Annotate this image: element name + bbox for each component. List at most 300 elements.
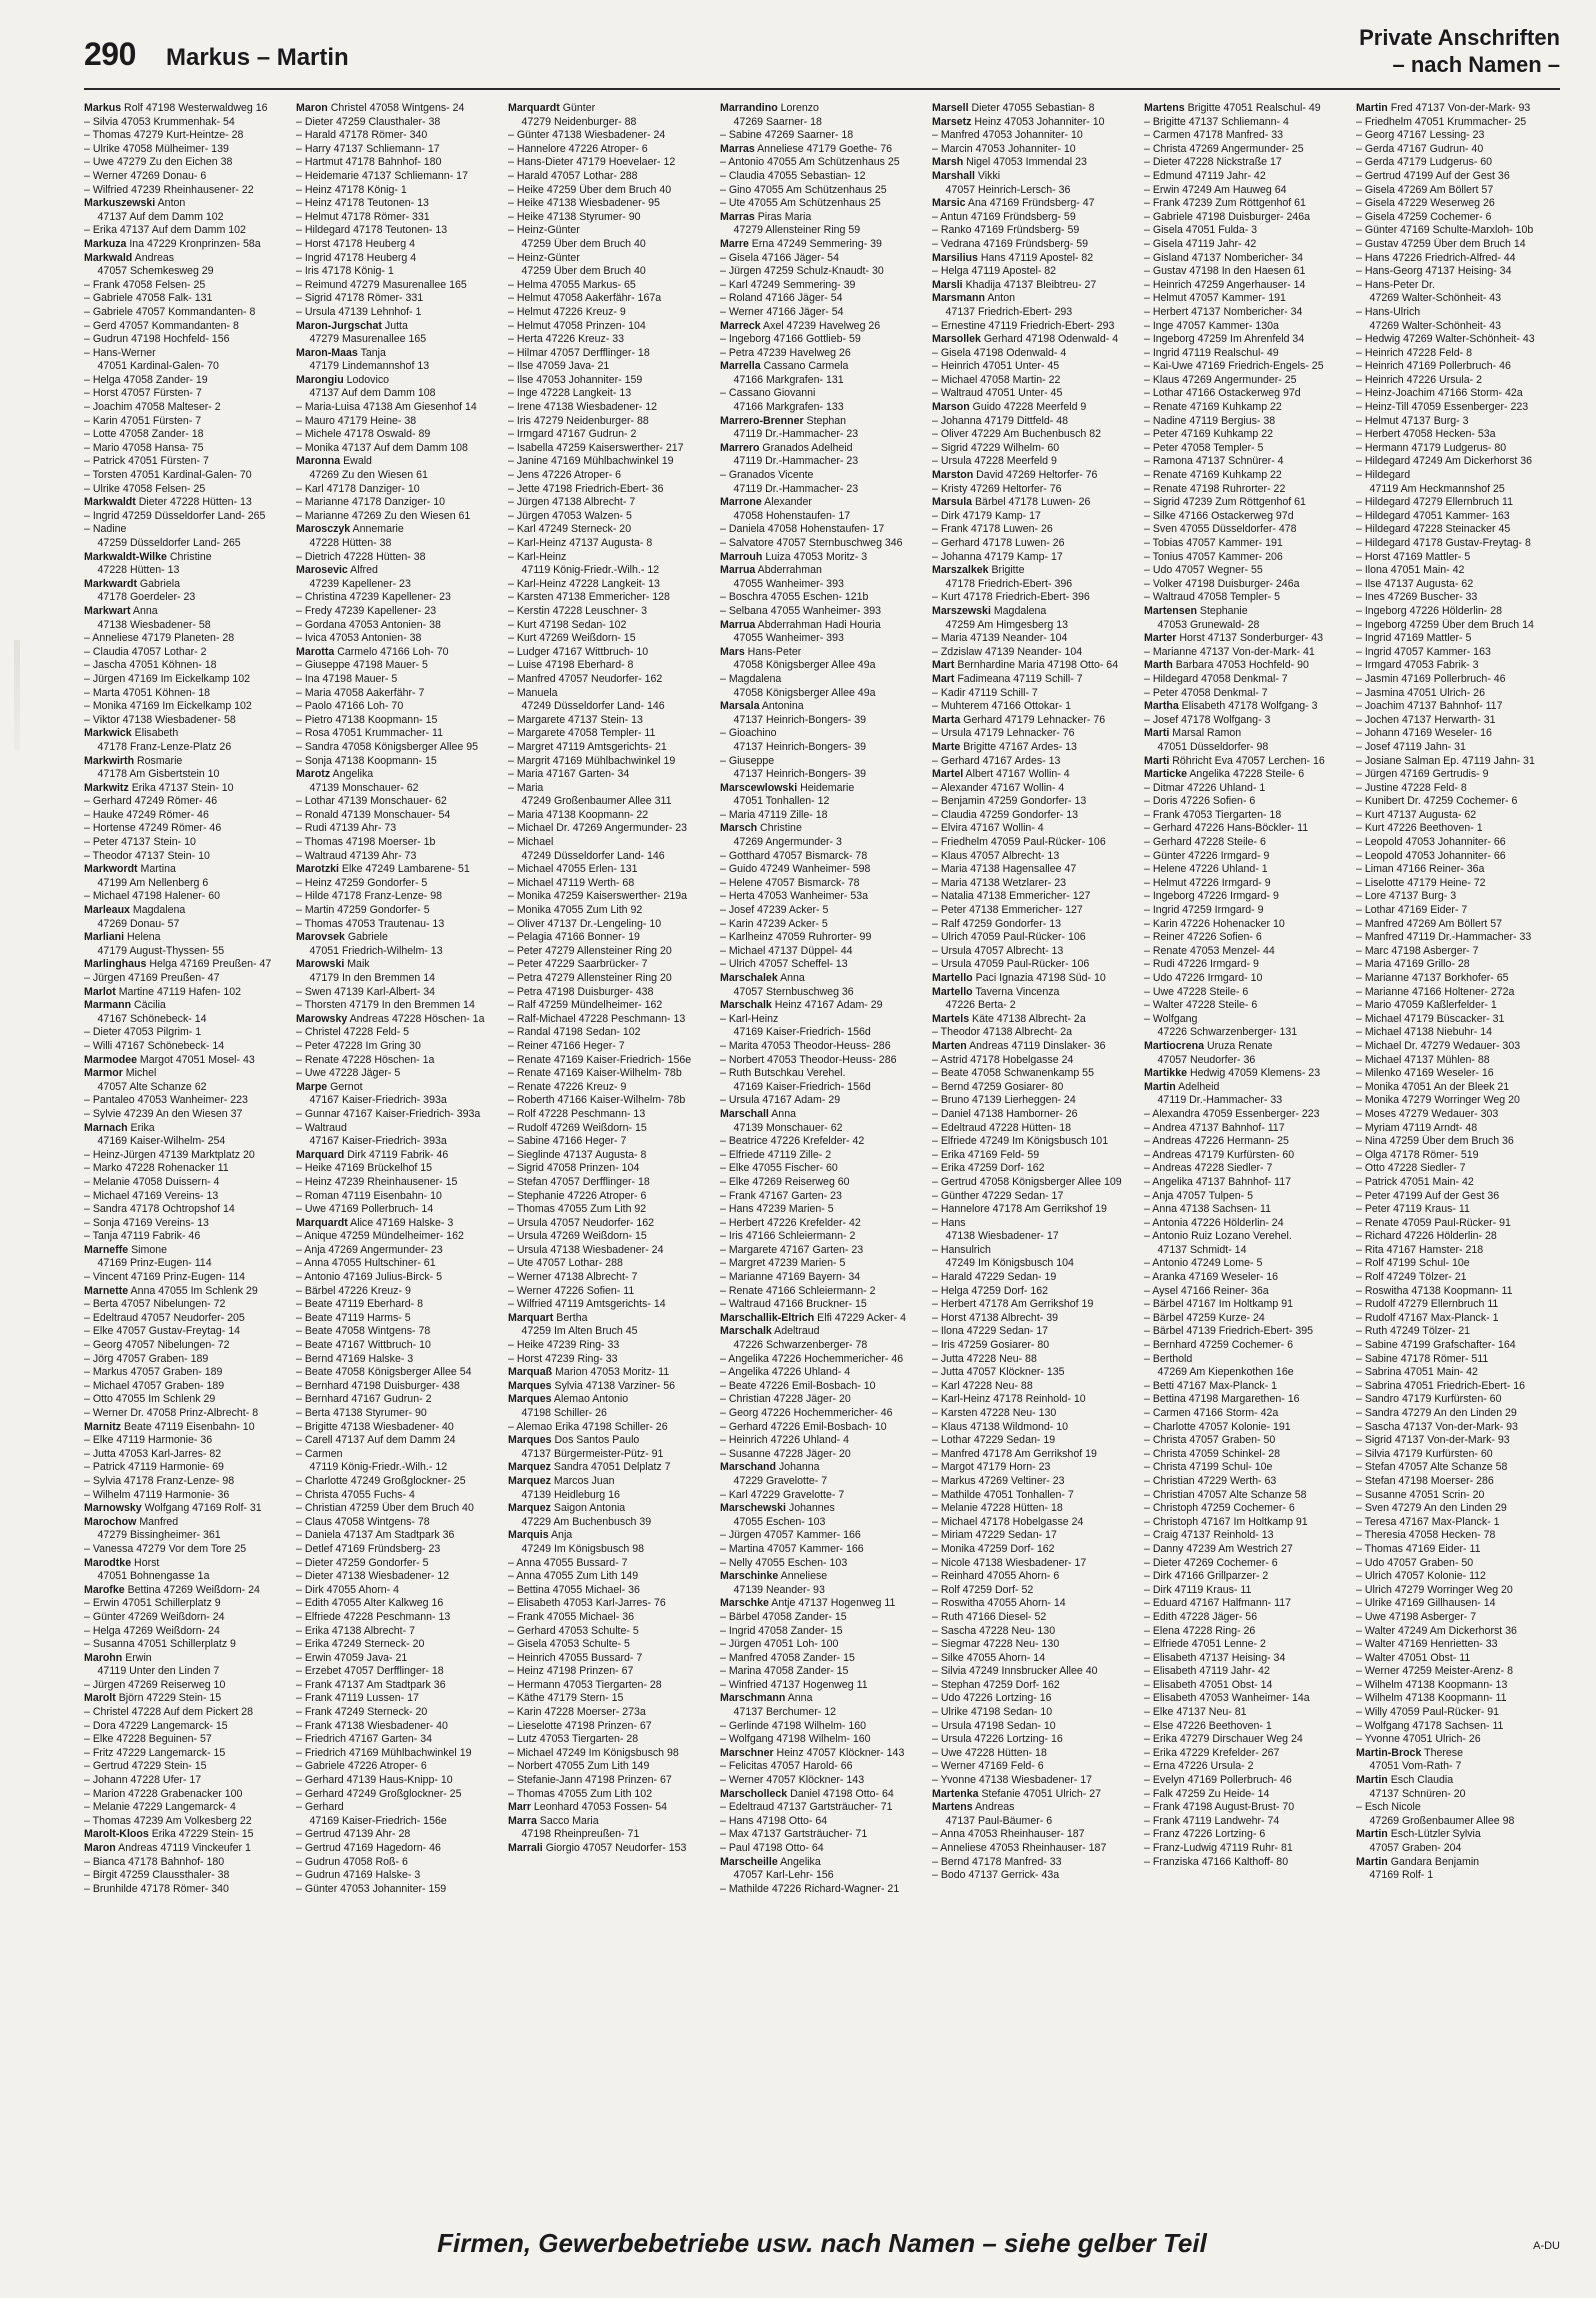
directory-entry: 47057 Schemkesweg 29 bbox=[84, 265, 214, 278]
directory-entry: – Ernestine 47119 Friedrich-Ebert- 293 bbox=[932, 319, 1115, 332]
directory-entry: 47249 Im Königsbusch 98 bbox=[508, 1542, 645, 1555]
directory-entry: – Dirk 47055 Ahorn- 4 bbox=[296, 1583, 400, 1596]
directory-entry: – Hans 47198 Otto- 64 bbox=[720, 1814, 828, 1827]
directory-entry: – Erna 47226 Ursula- 2 bbox=[1144, 1760, 1254, 1773]
directory-entry: Markuza Ina 47229 Kronprinzen- 58a bbox=[84, 237, 261, 250]
directory-entry: – Michael 47137 Düppel- 44 bbox=[720, 944, 853, 957]
directory-entry: Marques Sylvia 47138 Varziner- 56 bbox=[508, 1379, 676, 1392]
directory-entry: – Edith 47055 Alter Kalkweg 16 bbox=[296, 1597, 444, 1610]
directory-entry: Marowski Maik bbox=[296, 958, 370, 971]
directory-entry: – Günter 47138 Wiesbadener- 24 bbox=[508, 129, 666, 142]
directory-entry: – Christian 47229 Werth- 63 bbox=[1144, 1474, 1277, 1487]
directory-entry: 47279 Allensteiner Ring 59 bbox=[720, 224, 861, 237]
directory-entry: – Selbana 47055 Wanheimer- 393 bbox=[720, 604, 881, 617]
directory-entry: – Tanja 47119 Fabrik- 46 bbox=[84, 1230, 201, 1243]
directory-entry: 47051 Vom-Rath- 7 bbox=[1356, 1760, 1462, 1773]
directory-entry: – Winfried 47137 Hogenweg 11 bbox=[720, 1678, 868, 1691]
directory-entry: Marschewski Johannes bbox=[720, 1502, 835, 1515]
directory-entry: – Lotte 47058 Zander- 18 bbox=[84, 428, 204, 441]
directory-entry: – Ingrid 47119 Realschul- 49 bbox=[1144, 346, 1279, 359]
directory-entry: – Käthe 47179 Stern- 15 bbox=[508, 1692, 624, 1705]
directory-entry: – Walter 47228 Steile- 6 bbox=[1144, 999, 1258, 1012]
directory-entry: – Mauro 47179 Heine- 38 bbox=[296, 414, 417, 427]
directory-entry: – Sonja 47169 Vereins- 13 bbox=[84, 1216, 209, 1229]
directory-entry: Markwart Anna bbox=[84, 604, 158, 617]
directory-entry: – Rudi 47139 Ahr- 73 bbox=[296, 822, 397, 835]
page-header bbox=[84, 24, 1560, 84]
directory-entry: Marschke Antje 47137 Hogenweg 11 bbox=[720, 1597, 896, 1610]
directory-entry: – Sigrid 47058 Prinzen- 104 bbox=[508, 1162, 640, 1175]
directory-entry: – Petra 47239 Havelweg 26 bbox=[720, 346, 851, 359]
directory-entry: – Sigrid 47137 Von-der-Mark- 93 bbox=[1356, 1434, 1510, 1447]
directory-entry: – Jasmin 47169 Pollerbruch- 46 bbox=[1356, 672, 1506, 685]
directory-entry: – Leopold 47053 Johanniter- 66 bbox=[1356, 849, 1506, 862]
directory-entry: – Werner 47166 Jäger- 54 bbox=[720, 305, 844, 318]
directory-entry: – Oliver 47137 Dr.-Lengeling- 10 bbox=[508, 917, 662, 930]
directory-entry: – Jürgen 47169 Im Eickelkamp 102 bbox=[84, 672, 251, 685]
directory-entry: Marquez Sandra 47051 Delplatz 7 bbox=[508, 1461, 671, 1474]
section-title bbox=[1359, 24, 1560, 78]
directory-entry: – Olga 47178 Römer- 519 bbox=[1356, 1148, 1479, 1161]
directory-entry: – Waltraud 47051 Unter- 45 bbox=[932, 387, 1063, 400]
directory-entry: – Ulrich 47057 Scheffel- 13 bbox=[720, 958, 848, 971]
directory-entry: – Ursula 47059 Paul-Rücker- 106 bbox=[932, 958, 1090, 971]
directory-entry: – Lutz 47053 Tiergarten- 28 bbox=[508, 1733, 639, 1746]
directory-entry: – Manfred 47269 Am Böllert 57 bbox=[1356, 917, 1503, 930]
directory-entry: – Claudia 47057 Lothar- 2 bbox=[84, 645, 207, 658]
directory-entry: – Renate 47169 Kuhkamp 22 bbox=[1144, 469, 1282, 482]
directory-entry: – Ingrid 47259 Düsseldorfer Land- 265 bbox=[84, 509, 266, 522]
directory-entry: Marschner Heinz 47057 Klöckner- 143 bbox=[720, 1746, 905, 1759]
directory-entry: – Frank 47053 Tiergarten- 18 bbox=[1144, 808, 1282, 821]
directory-entry: Markwordt Martina bbox=[84, 863, 176, 876]
directory-entry: Marta Gerhard 47179 Lehnacker- 76 bbox=[932, 713, 1106, 726]
directory-entry: – Craig 47137 Reinhold- 13 bbox=[1144, 1529, 1274, 1542]
directory-entry: – Michael 47249 Im Königsbusch 98 bbox=[508, 1746, 679, 1759]
directory-entry: – Marianne 47137 Von-der-Mark- 41 bbox=[1144, 645, 1315, 658]
directory-entry: 47259 Über dem Bruch 40 bbox=[508, 237, 646, 250]
directory-entry: – Bärbel 47167 Im Holtkamp 91 bbox=[1144, 1298, 1293, 1311]
directory-column-7 bbox=[1356, 102, 1560, 2194]
directory-entry: – Uwe 47279 Zu den Eichen 38 bbox=[84, 156, 233, 169]
directory-entry: – Heinrich 47228 Feld- 8 bbox=[1356, 346, 1473, 359]
directory-entry: – Norbert 47053 Theodor-Heuss- 286 bbox=[720, 1053, 897, 1066]
directory-entry: 47058 Königsberger Allee 49a bbox=[720, 686, 876, 699]
directory-entry: 47279 Masurenallee 165 bbox=[296, 333, 427, 346]
directory-entry: – Sylvia 47178 Franz-Lenze- 98 bbox=[84, 1474, 235, 1487]
directory-entry: – Mario 47058 Hansa- 75 bbox=[84, 441, 204, 454]
directory-entry: – Gotthard 47057 Bismarck- 78 bbox=[720, 849, 868, 862]
directory-entry: 47053 Grunewald- 28 bbox=[1144, 618, 1260, 631]
directory-entry: – Elvira 47167 Wollin- 4 bbox=[932, 822, 1044, 835]
directory-entry: – Helma 47055 Markus- 65 bbox=[508, 278, 636, 291]
directory-entry: – Kurt 47137 Augusta- 62 bbox=[1356, 808, 1477, 821]
directory-entry: – Renate 47053 Menzel- 44 bbox=[1144, 944, 1275, 957]
directory-entry: – Ulrike 47058 Mülheimer- 139 bbox=[84, 142, 229, 155]
directory-entry: – Tonius 47057 Kammer- 206 bbox=[1144, 550, 1283, 563]
directory-entry: – Kurt 47198 Sedan- 102 bbox=[508, 618, 627, 631]
directory-entry: – Uwe 47169 Pollerbruch- 14 bbox=[296, 1203, 434, 1216]
directory-entry: – Sandra 47279 An den Linden 29 bbox=[1356, 1407, 1517, 1419]
directory-entry: – Johann 47228 Ufer- 17 bbox=[84, 1774, 202, 1787]
directory-entry: – Rolf 47249 Tölzer- 21 bbox=[1356, 1271, 1467, 1284]
directory-entry: Marreck Axel 47239 Havelweg 26 bbox=[720, 319, 881, 332]
directory-entry: – Ulrich 47059 Paul-Rücker- 106 bbox=[932, 931, 1086, 944]
directory-entry: – Gerhard 47226 Emil-Bosbach- 10 bbox=[720, 1420, 887, 1433]
directory-entry: – Elisabeth 47053 Karl-Jarres- 76 bbox=[508, 1597, 666, 1610]
directory-entry: – Claus 47058 Wintgens- 78 bbox=[296, 1515, 430, 1528]
directory-entry: Marschmann Anna bbox=[720, 1692, 813, 1705]
directory-entry: – Herta 47053 Wanheimer- 53a bbox=[720, 890, 869, 903]
directory-entry: – Gisela 47269 Am Böllert 57 bbox=[1356, 183, 1494, 196]
directory-entry: – Paolo 47166 Loh- 70 bbox=[296, 700, 404, 713]
directory-entry: – Manfred 47058 Zander- 15 bbox=[720, 1651, 855, 1664]
directory-entry: – Thomas 47053 Trautenau- 13 bbox=[296, 917, 445, 930]
directory-entry: – Sandra 47178 Ochtropshof 14 bbox=[84, 1203, 235, 1216]
directory-entry: – Ute 47055 Am Schützenhaus 25 bbox=[720, 197, 881, 210]
directory-entry: 47249 Im Königsbusch 104 bbox=[932, 1257, 1074, 1270]
directory-entry: Marschalk Adeltraud bbox=[720, 1325, 820, 1338]
directory-entry: 47137 Heinrich-Bongers- 39 bbox=[720, 740, 867, 753]
directory-entry: – Manfred 47119 Dr.-Hammacher- 33 bbox=[1356, 931, 1532, 944]
directory-entry: 47169 Kaiser-Friedrich- 156d bbox=[720, 1080, 871, 1093]
directory-entry: 47269 Angermunder- 3 bbox=[720, 836, 842, 849]
directory-entry: – Silke 47166 Ostackerweg 97d bbox=[1144, 509, 1294, 522]
directory-entry: 47051 Düsseldorfer- 98 bbox=[1144, 740, 1269, 753]
directory-entry: 47249 Düsseldorfer Land- 146 bbox=[508, 700, 665, 713]
directory-entry: Marras Anneliese 47179 Goethe- 76 bbox=[720, 142, 892, 155]
directory-entry: Marotta Carmelo 47166 Loh- 70 bbox=[296, 645, 449, 658]
directory-entry: – Ursula 47228 Meerfeld 9 bbox=[932, 455, 1057, 468]
directory-entry: – Fredy 47239 Kapellener- 23 bbox=[296, 604, 437, 617]
directory-entry: – Gabriele 47057 Kommandanten- 8 bbox=[84, 305, 256, 318]
directory-entry: Marquardt Günter bbox=[508, 102, 596, 114]
directory-entry: 47051 Bohnengasse 1a bbox=[84, 1570, 210, 1583]
directory-entry: – Claudia 47259 Gondorfer- 13 bbox=[932, 808, 1079, 821]
directory-entry: – Gertrud 47058 Königsberger Allee 109 bbox=[932, 1175, 1122, 1188]
directory-columns bbox=[84, 102, 1560, 2194]
directory-entry: 47198 Rheinpreußen- 71 bbox=[508, 1828, 640, 1841]
directory-entry: – Franziska 47166 Kalthoff- 80 bbox=[1144, 1855, 1289, 1868]
directory-entry: – Andreas 47228 Siedler- 7 bbox=[1144, 1162, 1273, 1175]
directory-entry: – Elke 47228 Beguinen- 57 bbox=[84, 1733, 212, 1746]
directory-entry: – Marianne 47169 Bayern- 34 bbox=[720, 1271, 861, 1284]
directory-entry: – Hortense 47249 Römer- 46 bbox=[84, 822, 222, 835]
directory-entry: – Helmut 47226 Kreuz- 9 bbox=[508, 305, 626, 318]
directory-entry: Marra Sacco Maria bbox=[508, 1814, 599, 1827]
directory-entry: – Anja 47057 Tulpen- 5 bbox=[1144, 1189, 1253, 1202]
directory-column-3 bbox=[508, 102, 712, 2194]
directory-entry: – Ursula 47269 Weißdorn- 15 bbox=[508, 1230, 647, 1243]
directory-entry: – Erwin 47059 Java- 21 bbox=[296, 1651, 408, 1664]
directory-entry: 47139 Neander- 93 bbox=[720, 1583, 825, 1596]
directory-entry: – Melanie 47058 Duissern- 4 bbox=[84, 1175, 220, 1188]
directory-entry: – Michael 47178 Hobelgasse 24 bbox=[932, 1515, 1084, 1528]
directory-entry: Martens Brigitte 47051 Realschul- 49 bbox=[1144, 102, 1321, 114]
directory-entry: – Edeltraud 47137 Gartsträucher- 71 bbox=[720, 1801, 893, 1814]
directory-entry: – Bodo 47137 Gerrick- 43a bbox=[932, 1869, 1060, 1882]
directory-entry: – Lothar 47229 Sedan- 19 bbox=[932, 1434, 1056, 1447]
directory-entry: – Harald 47178 Römer- 340 bbox=[296, 129, 428, 142]
directory-entry: – Jürgen 47269 Reiserweg 10 bbox=[84, 1678, 226, 1691]
directory-entry: – Hermann 47053 Tiergarten- 28 bbox=[508, 1678, 662, 1691]
directory-entry: – Beate 47058 Königsberger Allee 54 bbox=[296, 1366, 472, 1379]
directory-entry: – Moses 47279 Wedauer- 303 bbox=[1356, 1107, 1499, 1120]
directory-entry: – Werner 47226 Sofien- 11 bbox=[508, 1284, 635, 1297]
directory-entry: Marmann Cäcilia bbox=[84, 999, 166, 1012]
directory-entry: – Rosa 47051 Krummacher- 11 bbox=[296, 727, 444, 740]
directory-entry: – Eduard 47167 Halfmann- 117 bbox=[1144, 1597, 1292, 1610]
directory-entry: Marsmann Anton bbox=[932, 292, 1016, 305]
footer-code: A-DU bbox=[1533, 2240, 1560, 2252]
directory-entry: Martiocrena Uruza Renate bbox=[1144, 1039, 1273, 1052]
directory-entry: 47138 Wiesbadener- 17 bbox=[932, 1230, 1059, 1243]
directory-entry: – Ramona 47137 Schnürer- 4 bbox=[1144, 455, 1284, 468]
directory-entry: – Yvonne 47051 Ulrich- 26 bbox=[1356, 1733, 1481, 1746]
directory-entry: – Christa 47269 Angermunder- 25 bbox=[1144, 142, 1304, 155]
directory-entry: – Manfred 47178 Am Gerrikshof 19 bbox=[932, 1447, 1097, 1460]
directory-entry: – Wilfried 47239 Rheinhausener- 22 bbox=[84, 183, 254, 196]
directory-entry: – Anique 47259 Mündelheimer- 162 bbox=[296, 1230, 464, 1243]
directory-entry: – Zdzislaw 47139 Neander- 104 bbox=[932, 645, 1083, 658]
directory-entry: – Werner Dr. 47058 Prinz-Albrecht- 8 bbox=[84, 1407, 259, 1419]
directory-entry: – Rudolf 47167 Max-Planck- 1 bbox=[1356, 1311, 1499, 1324]
directory-entry: 47137 Bürgermeister-Pütz- 91 bbox=[508, 1447, 664, 1460]
directory-entry: 47229 Am Buchenbusch 39 bbox=[508, 1515, 652, 1528]
directory-entry: – Klaus 47269 Angermunder- 25 bbox=[1144, 373, 1297, 386]
directory-entry: – Günter 47269 Weißdorn- 24 bbox=[84, 1610, 225, 1623]
directory-entry: – Ines 47269 Buscher- 33 bbox=[1356, 591, 1478, 604]
directory-entry: 47229 Gravelotte- 7 bbox=[720, 1474, 828, 1487]
directory-entry: Martenka Stefanie 47051 Ulrich- 27 bbox=[932, 1787, 1102, 1800]
directory-entry: – Georg 47167 Lessing- 23 bbox=[1356, 129, 1485, 142]
directory-entry: – Oliver 47229 Am Buchenbusch 82 bbox=[932, 428, 1102, 441]
directory-entry: – Patrick 47119 Harmonie- 69 bbox=[84, 1461, 224, 1474]
directory-entry: 47137 Heinrich-Bongers- 39 bbox=[720, 768, 867, 781]
directory-entry: 47137 Auf dem Damm 102 bbox=[84, 210, 224, 223]
directory-entry: – Heinrich 47169 Pollerbruch- 46 bbox=[1356, 360, 1511, 373]
directory-entry: – Bernd 47178 Manfred- 33 bbox=[932, 1855, 1062, 1868]
directory-entry: – Uwe 47228 Hütten- 18 bbox=[932, 1746, 1047, 1759]
directory-entry: – Paul 47198 Otto- 64 bbox=[720, 1842, 824, 1854]
directory-entry: – Claudia 47055 Sebastian- 12 bbox=[720, 169, 866, 182]
directory-entry: Marston David 47269 Heltorfer- 76 bbox=[932, 469, 1098, 482]
directory-entry: – Bernhard 47198 Duisburger- 438 bbox=[296, 1379, 460, 1392]
directory-entry: – Elfriede 47249 Im Königsbusch 101 bbox=[932, 1135, 1109, 1148]
directory-entry: – Franz 47226 Lortzing- 6 bbox=[1144, 1828, 1266, 1841]
directory-entry: – Heinz-Günter bbox=[508, 224, 580, 237]
directory-entry: – Friedrich 47167 Garten- 34 bbox=[296, 1733, 433, 1746]
directory-entry: – Nina 47259 Über dem Bruch 36 bbox=[1356, 1135, 1514, 1148]
directory-entry: – Margot 47179 Horn- 23 bbox=[932, 1461, 1051, 1474]
directory-entry: – Reiner 47226 Sofien- 6 bbox=[1144, 931, 1262, 944]
directory-entry: – Gerlinde 47198 Wilhelm- 160 bbox=[720, 1719, 867, 1732]
directory-entry: – Karlheinz 47059 Ruhrorter- 99 bbox=[720, 931, 872, 944]
directory-entry: Marth Barbara 47053 Hochfeld- 90 bbox=[1144, 659, 1309, 672]
directory-entry: – Sabrina 47051 Main- 42 bbox=[1356, 1366, 1478, 1379]
directory-entry: – Wilhelm 47119 Harmonie- 36 bbox=[84, 1488, 230, 1501]
directory-entry: 47169 Rolf- 1 bbox=[1356, 1869, 1434, 1882]
directory-entry: – Salvatore 47057 Sternbuschweg 346 bbox=[720, 537, 903, 549]
directory-entry: – Ralf 47259 Gondorfer- 13 bbox=[932, 917, 1061, 930]
directory-entry: – Brigitte 47138 Wiesbadener- 40 bbox=[296, 1420, 454, 1433]
directory-entry: – Jürgen 47169 Preußen- 47 bbox=[84, 972, 220, 984]
directory-entry: – Waltraud 47139 Ahr- 73 bbox=[296, 849, 417, 862]
directory-entry: – Brunhilde 47178 Römer- 340 bbox=[84, 1882, 229, 1895]
directory-entry: – Nadine 47119 Bergius- 38 bbox=[1144, 414, 1276, 427]
directory-entry: – Thomas 47055 Zum Lith 92 bbox=[508, 1203, 647, 1216]
directory-entry: – Miriam 47229 Sedan- 17 bbox=[932, 1529, 1057, 1542]
directory-entry: Marszewski Magdalena bbox=[932, 604, 1047, 617]
directory-entry: – Nadine bbox=[84, 523, 127, 536]
directory-entry: – Jochen 47137 Herwarth- 31 bbox=[1356, 713, 1496, 726]
directory-entry: – Hildegard bbox=[1356, 469, 1411, 482]
directory-entry: – Christa 47057 Graben- 50 bbox=[1144, 1434, 1276, 1447]
directory-entry: – Hildegard 47279 Ellernbruch 11 bbox=[1356, 496, 1514, 509]
directory-entry: – Horst 47178 Heuberg 4 bbox=[296, 237, 415, 250]
directory-entry: Mart Bernhardine Maria 47198 Otto- 64 bbox=[932, 659, 1119, 672]
directory-entry: – Gustav 47259 Über dem Bruch 14 bbox=[1356, 237, 1526, 250]
directory-entry: – Lothar 47166 Ostackerweg 97d bbox=[1144, 387, 1301, 400]
page-number: 290 bbox=[84, 36, 136, 72]
directory-entry: – Ulrich 47279 Worringer Weg 20 bbox=[1356, 1583, 1513, 1596]
directory-entry: – Peter 47119 Kraus- 11 bbox=[1356, 1203, 1470, 1216]
directory-entry: – Maria 47119 Zille- 18 bbox=[720, 808, 828, 821]
directory-entry: 47259 Düsseldorfer Land- 265 bbox=[84, 537, 241, 549]
directory-entry: – Magdalena bbox=[720, 672, 782, 685]
directory-entry: – Gisela 47259 Cochemer- 6 bbox=[1356, 210, 1492, 223]
directory-entry: 47137 Heinrich-Bongers- 39 bbox=[720, 713, 867, 726]
directory-entry: – Heinz-Till 47059 Essenberger- 223 bbox=[1356, 401, 1529, 414]
directory-entry: – Iris 47279 Neidenburger- 88 bbox=[508, 414, 649, 427]
directory-entry: – Hannelore 47178 Am Gerrikshof 19 bbox=[932, 1203, 1107, 1216]
directory-entry: – Hartmut 47178 Bahnhof- 180 bbox=[296, 156, 442, 169]
directory-entry: – Ingeborg 47166 Gottlieb- 59 bbox=[720, 333, 861, 346]
directory-entry: Maron-Jurgschat Jutta bbox=[296, 319, 408, 332]
directory-entry: – Andreas 47226 Hermann- 25 bbox=[1144, 1135, 1289, 1148]
directory-entry: – Pietro 47138 Koopmann- 15 bbox=[296, 713, 438, 726]
directory-entry: – Werner 47269 Donau- 6 bbox=[84, 169, 207, 182]
directory-entry: – Beate 47167 Wittbruch- 10 bbox=[296, 1339, 431, 1352]
directory-entry: – Karl 47228 Neu- 88 bbox=[932, 1379, 1033, 1392]
directory-entry: – Christa 47059 Schinkel- 28 bbox=[1144, 1447, 1281, 1460]
directory-entry: Marrella Cassano Carmela bbox=[720, 360, 849, 373]
directory-entry: – Helga 47058 Zander- 19 bbox=[84, 373, 208, 386]
directory-entry: – Jürgen 47169 Gertrudis- 9 bbox=[1356, 768, 1489, 781]
directory-entry: – Dora 47229 Langemarck- 15 bbox=[84, 1719, 228, 1732]
directory-entry: 47137 Paul-Bäumer- 6 bbox=[932, 1814, 1053, 1827]
directory-entry: – Yvonne 47138 Wiesbadener- 17 bbox=[932, 1774, 1093, 1787]
directory-entry: – Gerhard 47178 Luwen- 26 bbox=[932, 537, 1065, 549]
directory-entry: – Rudolf 47279 Ellernbruch 11 bbox=[1356, 1298, 1499, 1311]
directory-entry: Mart Fadimeana 47119 Schill- 7 bbox=[932, 672, 1083, 685]
directory-entry: – Dieter 47269 Cochemer- 6 bbox=[1144, 1556, 1278, 1569]
directory-entry: – Kristy 47269 Heltorfer- 76 bbox=[932, 482, 1062, 495]
directory-entry: – Hannelore 47226 Atroper- 6 bbox=[508, 142, 648, 155]
directory-entry: – Horst 47138 Albrecht- 39 bbox=[932, 1311, 1059, 1324]
directory-entry: – Herbert 47226 Krefelder- 42 bbox=[720, 1216, 861, 1229]
directory-entry: – Pantaleo 47053 Wanheimer- 223 bbox=[84, 1094, 248, 1107]
directory-entry: – Josef 47239 Acker- 5 bbox=[720, 904, 829, 917]
directory-entry: – Edeltraud 47228 Hütten- 18 bbox=[932, 1121, 1071, 1134]
directory-entry: – Leopold 47053 Johanniter- 66 bbox=[1356, 836, 1506, 849]
directory-entry: – Heinz-Günter bbox=[508, 251, 580, 264]
directory-entry: – Anna 47055 Zum Lith 149 bbox=[508, 1570, 639, 1583]
directory-entry: – Erika 47169 Feld- 59 bbox=[932, 1148, 1040, 1161]
directory-entry: Marscholleck Daniel 47198 Otto- 64 bbox=[720, 1787, 894, 1800]
directory-entry: – Gudrun 47169 Halske- 3 bbox=[296, 1869, 421, 1882]
directory-entry: – Boschra 47055 Eschen- 121b bbox=[720, 591, 869, 604]
directory-entry: – Erika 47259 Dorf- 162 bbox=[932, 1162, 1045, 1175]
directory-entry: – Helmut 47137 Burg- 3 bbox=[1356, 414, 1469, 427]
directory-entry: Marrandino Lorenzo bbox=[720, 102, 819, 114]
directory-entry: – Heike 47259 Über dem Bruch 40 bbox=[508, 183, 672, 196]
directory-entry: – Hans-Peter Dr. bbox=[1356, 278, 1435, 291]
directory-entry: – Horst 47057 Fürsten- 7 bbox=[84, 387, 202, 400]
directory-entry: – Karl-Heinz bbox=[508, 550, 567, 563]
directory-entry: – Frank 47137 Am Stadtpark 36 bbox=[296, 1678, 446, 1691]
directory-entry: – Maria bbox=[508, 781, 544, 794]
directory-entry: – Josiane Salman Ep. 47119 Jahn- 31 bbox=[1356, 754, 1535, 767]
directory-entry: – Gerhard 47139 Haus-Knipp- 10 bbox=[296, 1774, 453, 1787]
directory-entry: – Peter 47058 Denkmal- 7 bbox=[1144, 686, 1268, 699]
directory-entry: – Peter 47169 Kuhkamp 22 bbox=[1144, 428, 1273, 441]
directory-entry: – Werner 47259 Meister-Arenz- 8 bbox=[1356, 1665, 1514, 1678]
directory-entry: Marquez Saigon Antonia bbox=[508, 1502, 626, 1515]
directory-entry: – Georg 47226 Hochemmericher- 46 bbox=[720, 1407, 893, 1419]
directory-entry: 47138 Wiesbadener- 58 bbox=[84, 618, 211, 631]
directory-entry: Markwaldt-Wilke Christine bbox=[84, 550, 212, 563]
directory-entry: – Jascha 47051 Köhnen- 18 bbox=[84, 659, 217, 672]
directory-entry: – Michael 47057 Graben- 189 bbox=[84, 1379, 225, 1392]
directory-entry: – Monika 47169 Im Eickelkamp 102 bbox=[84, 700, 252, 713]
directory-entry: 47137 Auf dem Damm 108 bbox=[296, 387, 436, 400]
directory-entry: – Heinz-Joachim 47166 Storm- 42a bbox=[1356, 387, 1523, 400]
directory-entry: Markwardt Gabriela bbox=[84, 577, 180, 590]
directory-entry: Martikke Hedwig 47059 Klemens- 23 bbox=[1144, 1067, 1321, 1080]
directory-entry: 47119 Am Heckmannshof 25 bbox=[1356, 482, 1505, 495]
directory-entry: – Karsten 47138 Emmericher- 128 bbox=[508, 591, 670, 604]
directory-entry: – Werner 47138 Albrecht- 7 bbox=[508, 1271, 638, 1284]
directory-entry: – Irene 47138 Wiesbadener- 12 bbox=[508, 401, 658, 414]
directory-entry: – Ingeborg 47226 Hölderlin- 28 bbox=[1356, 604, 1503, 617]
directory-entry: – Frank 47055 Michael- 36 bbox=[508, 1610, 635, 1623]
directory-entry: – Hildegard 47249 Am Dickerhorst 36 bbox=[1356, 455, 1533, 468]
directory-entry: – Erwin 47051 Schillerplatz 9 bbox=[84, 1597, 221, 1610]
directory-entry: – Berthold bbox=[1144, 1352, 1193, 1365]
directory-entry: – Hilde 47178 Franz-Lenze- 98 bbox=[296, 890, 443, 903]
directory-entry: – Elfriede 47051 Lenne- 2 bbox=[1144, 1638, 1266, 1651]
directory-entry: Martin Adelheid bbox=[1144, 1080, 1220, 1093]
directory-entry: – Sascha 47228 Neu- 130 bbox=[932, 1624, 1056, 1637]
directory-entry: – Jürgen 47051 Loh- 100 bbox=[720, 1638, 839, 1651]
directory-entry: – Christian 47228 Jäger- 20 bbox=[720, 1393, 851, 1406]
directory-entry: Marscewlowski Heidemarie bbox=[720, 781, 855, 794]
directory-entry: – Beate 47226 Emil-Bosbach- 10 bbox=[720, 1379, 876, 1392]
directory-entry: – Ralf 47259 Mündelheimer- 162 bbox=[508, 999, 663, 1012]
directory-entry: – Michael 47119 Werth- 68 bbox=[508, 876, 635, 889]
directory-entry: – Günter 47169 Schulte-Marxloh- 10b bbox=[1356, 224, 1534, 237]
directory-entry: – Thomas 47239 Am Volkesberg 22 bbox=[84, 1814, 252, 1827]
directory-entry: 47279 Bissingheimer- 361 bbox=[84, 1529, 221, 1542]
directory-entry: – Berta 47138 Styrumer- 90 bbox=[296, 1407, 427, 1419]
directory-entry: 47269 Walter-Schönheit- 43 bbox=[1356, 292, 1502, 305]
directory-entry: Markwirth Rosmarie bbox=[84, 754, 183, 767]
directory-entry: – Margarete 47137 Stein- 13 bbox=[508, 713, 643, 726]
directory-entry: – Gertrud 47199 Auf der Gest 36 bbox=[1356, 169, 1510, 182]
directory-entry: 47269 Zu den Wiesen 61 bbox=[296, 469, 428, 482]
directory-entry: – Ursula 47139 Lehnhof- 1 bbox=[296, 305, 422, 318]
